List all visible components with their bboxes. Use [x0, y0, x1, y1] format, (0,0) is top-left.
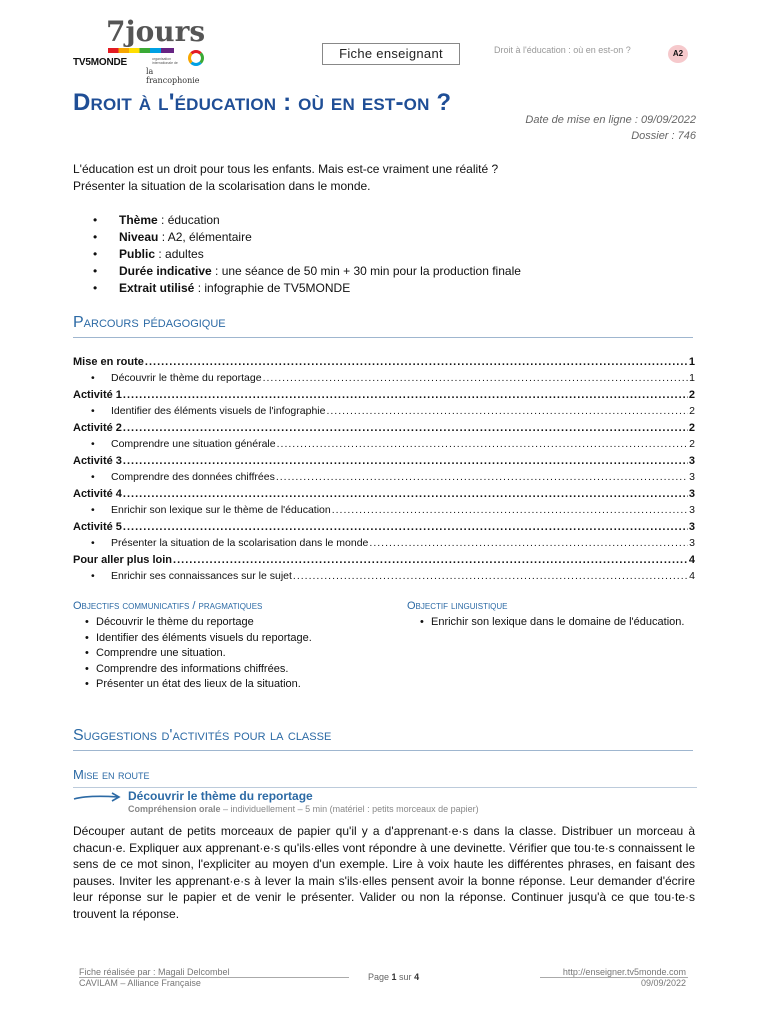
- footer-page-number: Page 1 sur 4: [368, 972, 420, 982]
- info-list: [93, 212, 521, 297]
- arrow-right-icon: [73, 789, 123, 805]
- list-item: • Comprendre des informations chiffrées.: [85, 662, 312, 678]
- francophonie-logo-text: la francophonie: [146, 67, 200, 85]
- table-of-contents: [73, 351, 695, 582]
- 7jours-logo-colorbar: [108, 48, 174, 53]
- toc-row[interactable]: • Enrichir ses connaissances sur le sujet ..... 4: [73, 566, 695, 583]
- suggestions-heading: Suggestions d'activités pour la classe: [73, 727, 332, 744]
- intro-line-1: L'éducation est un droit pour tous les enfants. Mais est-ce vraiment une réalité ?: [73, 162, 499, 176]
- list-item: • Présenter un état des lieux de la situation.: [85, 677, 312, 693]
- 7jours-logo: [104, 15, 206, 50]
- parcours-heading: Parcours pédagogique: [73, 314, 226, 331]
- parcours-rule: [73, 337, 693, 338]
- footer-author: Fiche réalisée par : Magali Delcombel: [79, 967, 230, 977]
- page-title: Droit à l'éducation : où en est-on ?: [73, 89, 452, 116]
- activity-title: Découvrir le thème du reportage: [128, 789, 313, 803]
- fiche-enseignant-label: Fiche enseignant: [322, 43, 460, 65]
- toc-row[interactable]: • Présenter la situation de la scolarisation dans le monde ..... 3: [73, 533, 695, 550]
- objectifs-communicatifs-heading: Objectifs communicatifs / pragmatiques: [73, 600, 263, 612]
- francophonie-logo: [146, 54, 206, 85]
- objectif-linguistique-heading: Objectif linguistique: [407, 600, 508, 612]
- toc-row[interactable]: • Découvrir le thème du reportage ..... 1: [73, 368, 695, 385]
- list-item: • Comprendre une situation.: [85, 646, 312, 662]
- objectifs-communicatifs-list: [85, 615, 312, 693]
- toc-row[interactable]: Activité 1 ..... 2: [73, 384, 695, 401]
- info-item-public: • Public : adultes: [93, 246, 521, 263]
- intro-line-2: Présenter la situation de la scolarisation dans le monde.: [73, 179, 371, 193]
- 7jours-logo-text: 7jours: [106, 15, 206, 48]
- footer-url[interactable]: http://enseigner.tv5monde.com: [562, 967, 686, 977]
- activity-paragraph: Découper autant de petits morceaux de papier qu'il y a d'apprenant·e·s dans la classe. Distribuer un morceau à chacun·e. Expliquer aux apprenant·e·s qu'ils·elles vont répondre à une devinette. Vérifier que tou·te·s connaissent le sens de ce mot sinon, l'expliciter au moyen d'un exemple. Lire à voix haute les différentes phrases, en faisant des pauses. Inviter les apprenant·e·s à lever la main s'ils·elles pensent avoir la bonne réponse. Leur demander d'écrire leur réponse sur le papier et de venir le présenter. Valider ou non la réponse. Continuer jusqu'à ce que tou·te·s trouvent la réponse.: [73, 824, 695, 921]
- publish-date: Date de mise en ligne : 09/09/2022: [525, 114, 696, 126]
- toc-row[interactable]: • Comprendre une situation générale ..... 2: [73, 434, 695, 451]
- footer-org: CAVILAM – Alliance Française: [79, 978, 201, 988]
- list-item: • Identifier des éléments visuels du reportage.: [85, 631, 312, 647]
- list-item: • Enrichir son lexique dans le domaine de l'éducation.: [420, 615, 684, 631]
- toc-row[interactable]: Mise en route ..... 1: [73, 351, 695, 368]
- info-item-theme: • Thème : éducation: [93, 212, 521, 229]
- toc-row[interactable]: Pour aller plus loin ..... 4: [73, 549, 695, 566]
- info-item-extrait: • Extrait utilisé : infographie de TV5MONDE: [93, 280, 521, 297]
- mise-en-route-rule: [73, 787, 697, 788]
- list-item: • Découvrir le thème du reportage: [85, 615, 312, 631]
- toc-row[interactable]: • Enrichir son lexique sur le thème de l'éducation ..... 3: [73, 500, 695, 517]
- tv5monde-logo: TV5MONDE: [73, 57, 127, 68]
- info-item-duree: • Durée indicative : une séance de 50 min + 30 min pour la production finale: [93, 263, 521, 280]
- francophonie-logo-small: organisation internationale de: [152, 57, 178, 66]
- info-item-niveau: • Niveau : A2, élémentaire: [93, 229, 521, 246]
- objectif-linguistique-list: [420, 615, 684, 631]
- toc-row[interactable]: • Identifier des éléments visuels de l'infographie ..... 2: [73, 401, 695, 418]
- header-doc-title: Droit à l'éducation : où en est-on ?: [494, 45, 631, 55]
- toc-row[interactable]: Activité 3 ..... 3: [73, 450, 695, 467]
- suggestions-rule: [73, 750, 693, 751]
- toc-row[interactable]: Activité 4 ..... 3: [73, 483, 695, 500]
- footer-date: 09/09/2022: [640, 978, 686, 988]
- dossier-number: Dossier : 746: [631, 130, 696, 142]
- francophonie-ring-icon: [188, 50, 204, 66]
- toc-row[interactable]: • Comprendre des données chiffrées ..... 3: [73, 467, 695, 484]
- mise-en-route-heading: Mise en route: [73, 767, 150, 782]
- level-badge: A2: [668, 45, 688, 63]
- activity-meta: Compréhension orale – individuellement – 5 min (matériel : petits morceaux de papier): [128, 804, 479, 814]
- toc-row[interactable]: Activité 2 ..... 2: [73, 417, 695, 434]
- toc-row[interactable]: Activité 5 ..... 3: [73, 516, 695, 533]
